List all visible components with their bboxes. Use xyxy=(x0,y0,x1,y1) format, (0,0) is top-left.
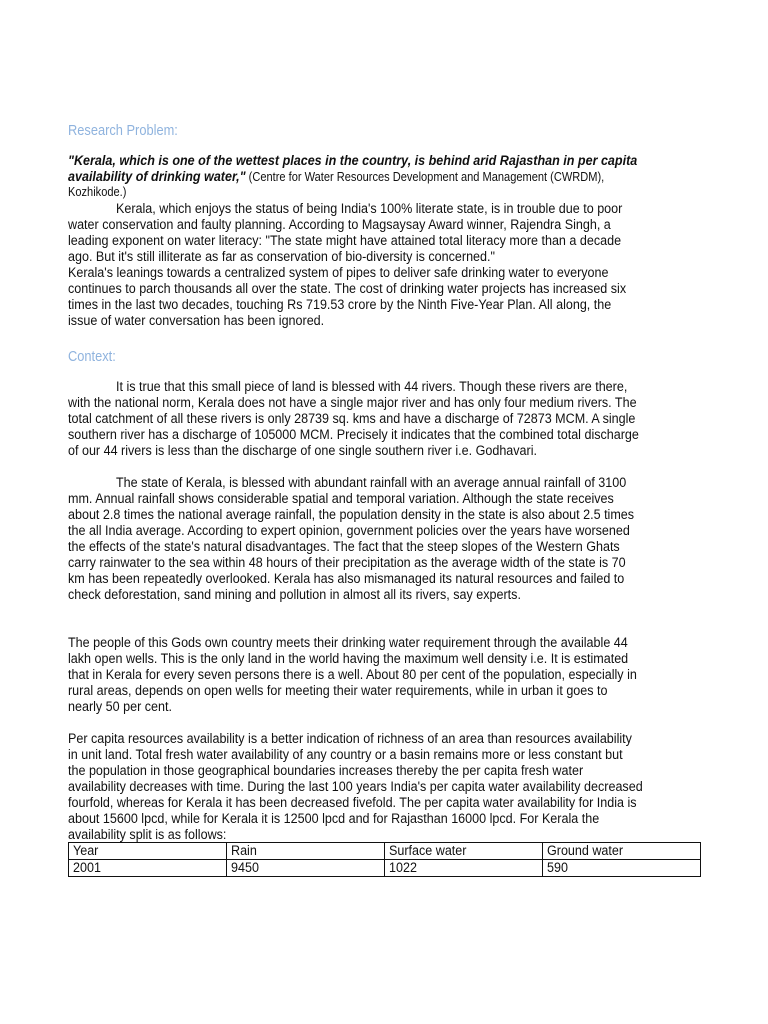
source-citation: (Centre for Water Resources Development and Management (CWRDM), xyxy=(245,170,605,184)
paragraph-line: of our 44 rivers is less than the discharge of one single southern river i.e. Godhavari. xyxy=(68,443,538,459)
paragraph-line: continues to parch thousands all over the state. The cost of drinking water projects has increased six xyxy=(68,281,627,297)
table-header-row xyxy=(69,843,701,860)
paragraph-line: Per capita resources availability is a better indication of richness of an area than resources availability xyxy=(68,731,632,747)
paragraph-line: leading exponent on water literacy: "The state might have attained total literacy more than a decade xyxy=(68,233,622,249)
paragraph-line: carry rainwater to the sea within 48 hours of their precipitation as the average width of the state is 70 xyxy=(68,555,626,571)
paragraph-line: that in Kerala for every seven persons there is a well. About 80 per cent of the population, especially in xyxy=(68,667,637,683)
table-header: Ground water xyxy=(547,843,624,859)
table-header: Surface water xyxy=(389,843,467,859)
paragraph-line: in unit land. Total fresh water availability of any country or a basin remains more or less constant but xyxy=(68,747,623,763)
paragraph-line: lakh open wells. This is the only land in the world having the maximum well density i.e. It is estimated xyxy=(68,651,629,667)
paragraph-line: The people of this Gods own country meets their drinking water requirement through the available 44 xyxy=(68,635,628,651)
quote-line: "Kerala, which is one of the wettest places in the country, is behind arid Rajasthan in per capita xyxy=(68,153,638,169)
paragraph-line: southern river has a discharge of 105000 MCM. Precisely it indicates that the combined total discharge xyxy=(68,427,639,443)
quote-line: availability of drinking water," xyxy=(68,169,246,185)
source-citation: Kozhikode.) xyxy=(68,185,127,199)
paragraph-line: Kerala, which enjoys the status of being India's 100% literate state, is in trouble due to poor xyxy=(116,201,623,217)
paragraph-line: It is true that this small piece of land is blessed with 44 rivers. Though these rivers are there, xyxy=(116,379,628,395)
table-cell: 1022 xyxy=(389,860,417,876)
research-problem-heading: Research Problem: xyxy=(68,123,178,139)
table-row xyxy=(69,860,701,877)
paragraph-line: km has been repeatedly overlooked. Kerala has also mismanaged its natural resources and failed to xyxy=(68,571,625,587)
water-availability-table xyxy=(68,842,701,877)
paragraph-line: the population in those geographical boundaries increases thereby the per capita fresh water xyxy=(68,763,584,779)
paragraph-line: about 2.8 times the national average rainfall, the population density in the state is also about 2.5 times xyxy=(68,507,635,523)
table-cell: 590 xyxy=(547,860,568,876)
paragraph-line: issue of water conversation has been ignored. xyxy=(68,313,325,329)
table-header: Year xyxy=(73,843,99,859)
paragraph-line: availability decreases with time. During the last 100 years India's per capita water availability decreased xyxy=(68,779,643,795)
paragraph-line: ago. But it's still illiterate as far as conservation of bio-diversity is concerned." xyxy=(68,249,495,265)
paragraph-line: nearly 50 per cent. xyxy=(68,699,173,715)
quote-source-line xyxy=(68,169,604,185)
paragraph-line: the all India average. According to expert opinion, government policies over the years have worsened xyxy=(68,523,630,539)
table-cell: 9450 xyxy=(231,860,259,876)
table-header: Rain xyxy=(231,843,257,859)
paragraph-line: The state of Kerala, is blessed with abundant rainfall with an average annual rainfall of 3100 xyxy=(116,475,627,491)
paragraph-line: check deforestation, sand mining and pollution in almost all its rivers, say experts. xyxy=(68,587,521,603)
context-heading: Context: xyxy=(68,349,116,365)
paragraph-line: fourfold, whereas for Kerala it has been decreased fivefold. The per capita water availability for India is xyxy=(68,795,637,811)
table-cell: 2001 xyxy=(73,860,101,876)
paragraph-line: about 15600 lpcd, while for Kerala it is 12500 lpcd and for Rajasthan 16000 lpcd. For Kerala the xyxy=(68,811,600,827)
paragraph-line: Kerala's leanings towards a centralized system of pipes to deliver safe drinking water to everyone xyxy=(68,265,609,281)
paragraph-line: water conservation and faulty planning. According to Magsaysay Award winner, Rajendra Singh, a xyxy=(68,217,611,233)
paragraph-line: the effects of the state's natural disadvantages. The fact that the steep slopes of the Western Ghats xyxy=(68,539,620,555)
paragraph-line: total catchment of all these rivers is only 28739 sq. kms and have a discharge of 72873 MCM. A single xyxy=(68,411,636,427)
paragraph-line: mm. Annual rainfall shows considerable spatial and temporal variation. Although the state receives xyxy=(68,491,614,507)
paragraph-line: times in the last two decades, touching Rs 719.53 crore by the Ninth Five-Year Plan. All along, the xyxy=(68,297,612,313)
paragraph-line: availability split is as follows: xyxy=(68,827,227,843)
paragraph-line: rural areas, depends on open wells for meeting their water requirements, while in urban it goes to xyxy=(68,683,608,699)
paragraph-line: with the national norm, Kerala does not have a single major river and has only four medium rivers. The xyxy=(68,395,637,411)
